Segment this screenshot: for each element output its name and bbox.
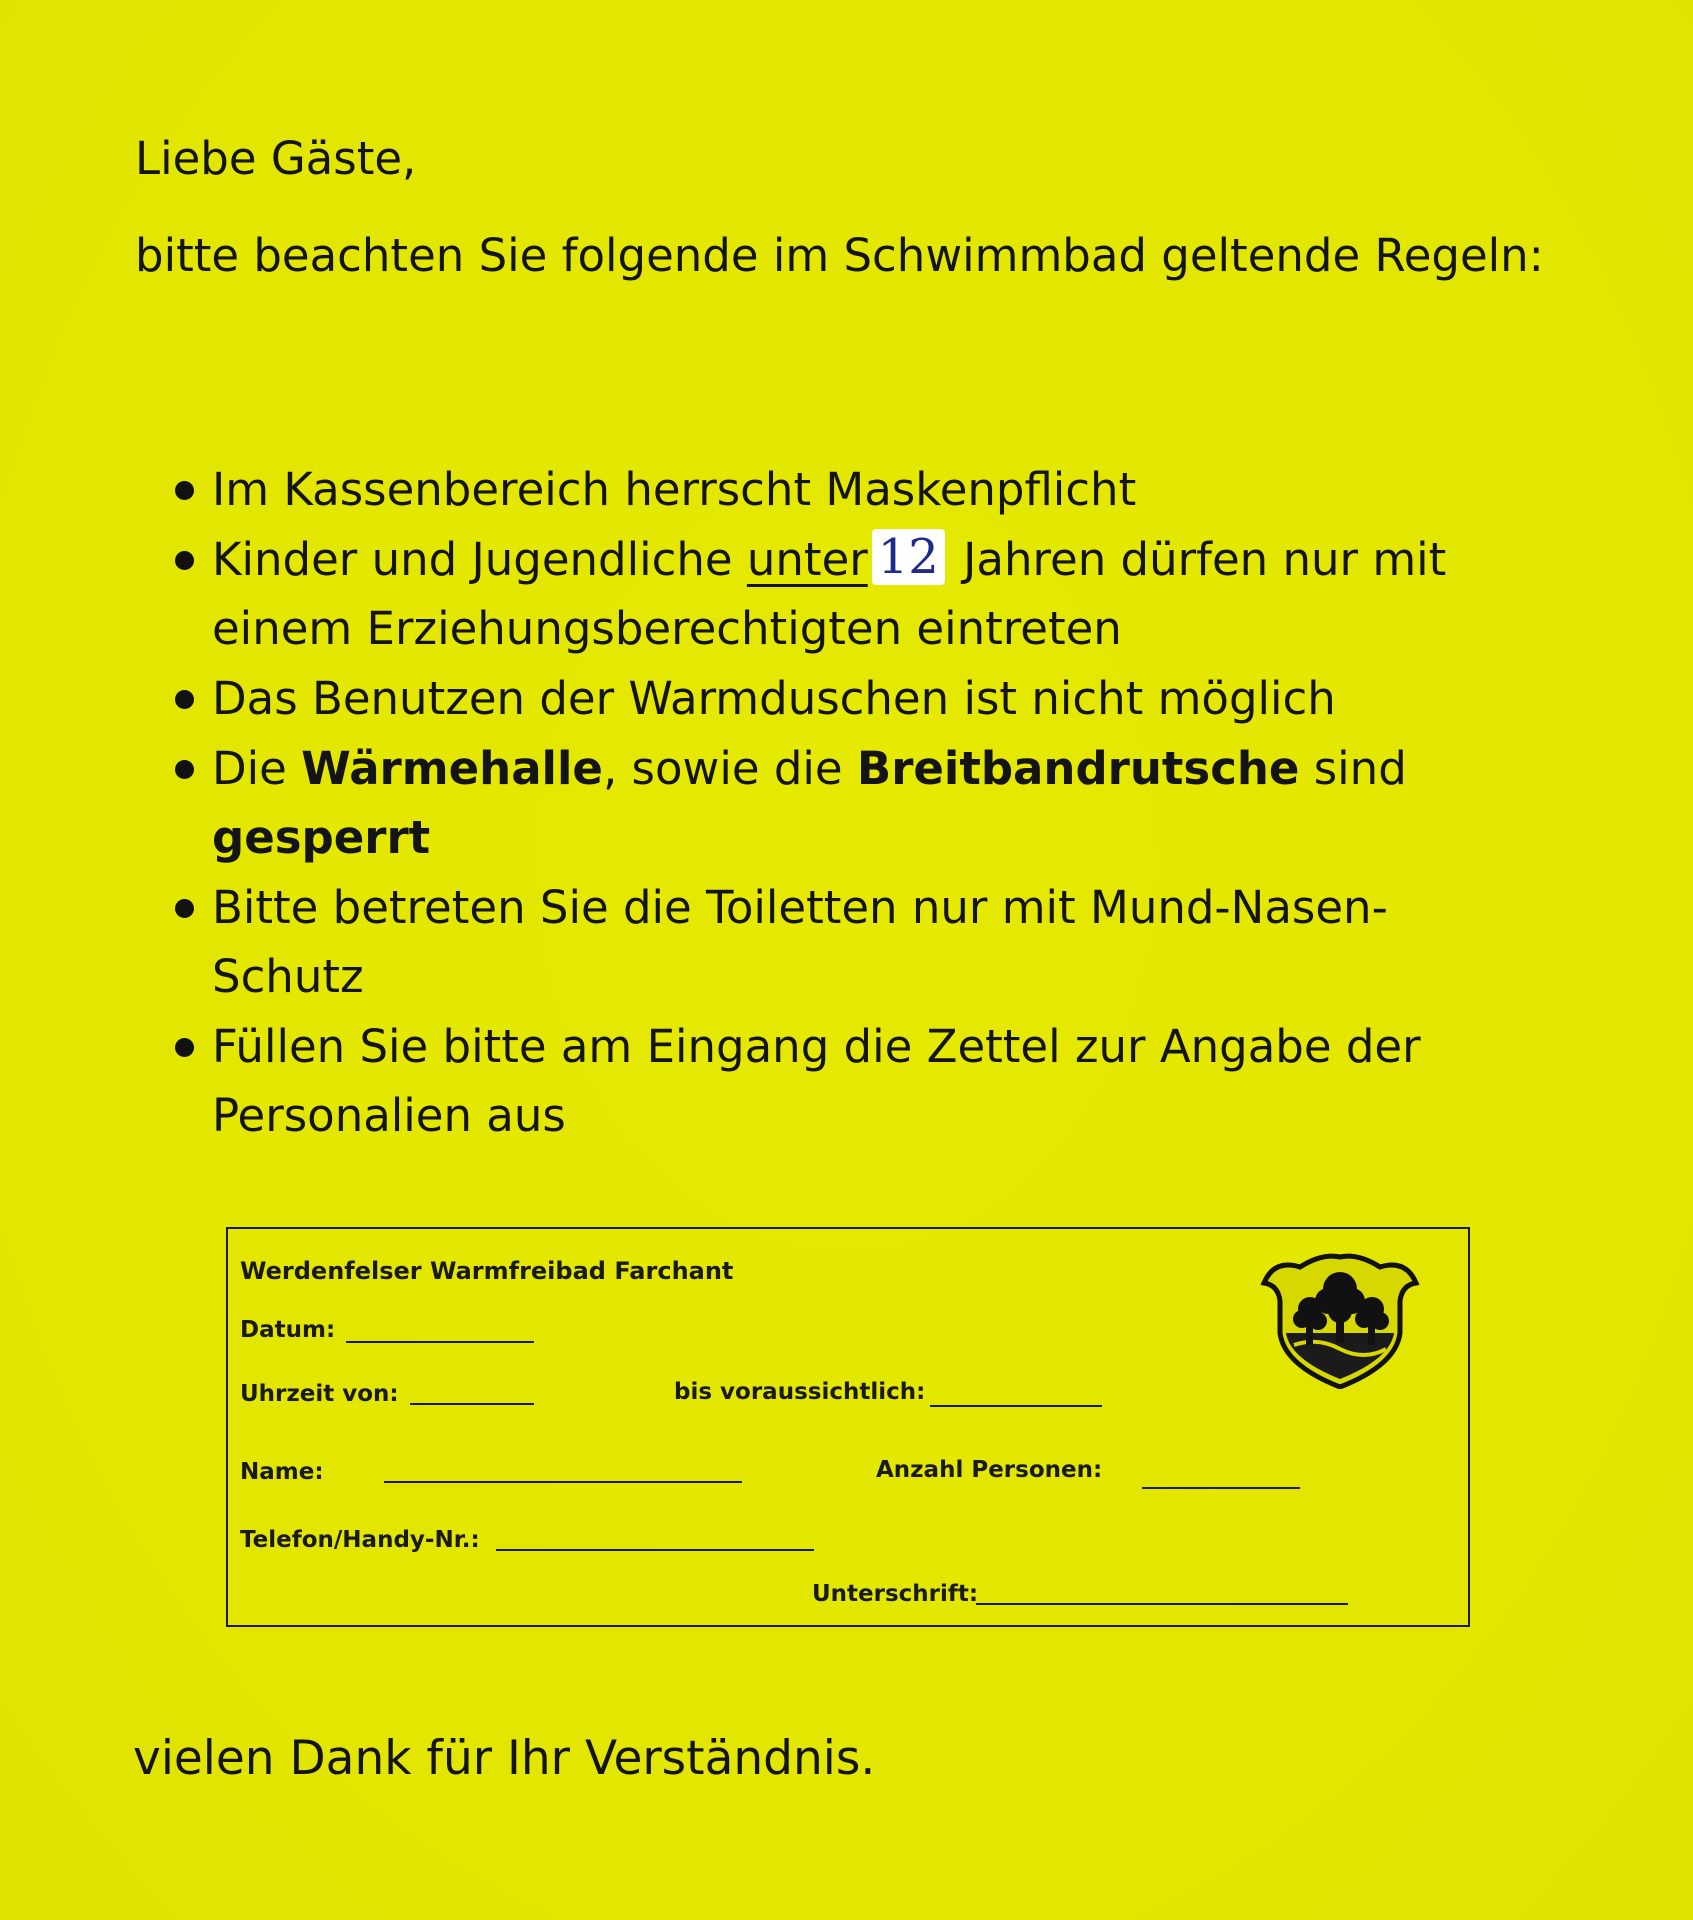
- bis-label: bis voraussichtlich:: [674, 1379, 926, 1405]
- anzahl-line: [1142, 1487, 1300, 1489]
- coat-of-arms-icon: [1260, 1249, 1420, 1389]
- rule-text-3: sind: [1299, 742, 1407, 795]
- datum-label: Datum:: [240, 1317, 336, 1343]
- uhrzeit-von-line: [410, 1403, 534, 1405]
- rule-bold-breitbandrutsche: Breitbandrutsche: [856, 742, 1300, 795]
- rule-children: [175, 525, 1535, 663]
- uhrzeit-von-label: Uhrzeit von:: [240, 1381, 399, 1407]
- anzahl-label: Anzahl Personen:: [876, 1457, 1103, 1483]
- bis-line: [930, 1405, 1102, 1407]
- handwritten-age: 12: [872, 529, 945, 585]
- name-line: [384, 1481, 742, 1483]
- name-label: Name:: [240, 1459, 324, 1485]
- rules-list: [175, 455, 1535, 1151]
- closing-thanks: vielen Dank für Ihr Verständnis.: [133, 1731, 876, 1786]
- telefon-line: [496, 1549, 814, 1551]
- rule-text-underlined: unter: [746, 533, 868, 586]
- rule-text: Im Kassenbereich herrscht Maskenpflicht: [212, 463, 1137, 516]
- rule-bold-gesperrt: gesperrt: [212, 811, 431, 864]
- rule-text-pre: Kinder und Jugendliche: [212, 533, 747, 586]
- unterschrift-line: [976, 1603, 1348, 1605]
- rule-showers: [175, 664, 1535, 733]
- rule-registration: [175, 1012, 1535, 1150]
- rule-text-1: Die: [212, 742, 302, 795]
- rule-toilets: [175, 873, 1535, 1011]
- rule-bold-waermehalle: Wärmehalle: [301, 742, 603, 795]
- rule-mask: [175, 455, 1535, 524]
- greeting: Liebe Gäste,: [135, 132, 417, 185]
- telefon-label: Telefon/Handy-Nr.:: [240, 1527, 480, 1553]
- unterschrift-label: Unterschrift:: [812, 1581, 979, 1607]
- rule-text-post: Jahren dürfen nur mit einem Erziehungsberechtigten eintreten: [212, 533, 1447, 655]
- form-title: Werdenfelser Warmfreibad Farchant: [240, 1257, 734, 1285]
- rule-text: Das Benutzen der Warmduschen ist nicht möglich: [212, 672, 1336, 725]
- rule-text-2: , sowie die: [602, 742, 857, 795]
- registration-form-sample: [226, 1227, 1470, 1627]
- rule-text: Bitte betreten Sie die Toiletten nur mit Mund-Nasen-Schutz: [212, 881, 1388, 1003]
- intro-text: bitte beachten Sie folgende im Schwimmbad geltende Regeln:: [135, 229, 1544, 282]
- datum-line: [346, 1341, 534, 1343]
- rule-closed-areas: [175, 734, 1535, 872]
- rule-text: Füllen Sie bitte am Eingang die Zettel zur Angabe der Personalien aus: [212, 1020, 1421, 1142]
